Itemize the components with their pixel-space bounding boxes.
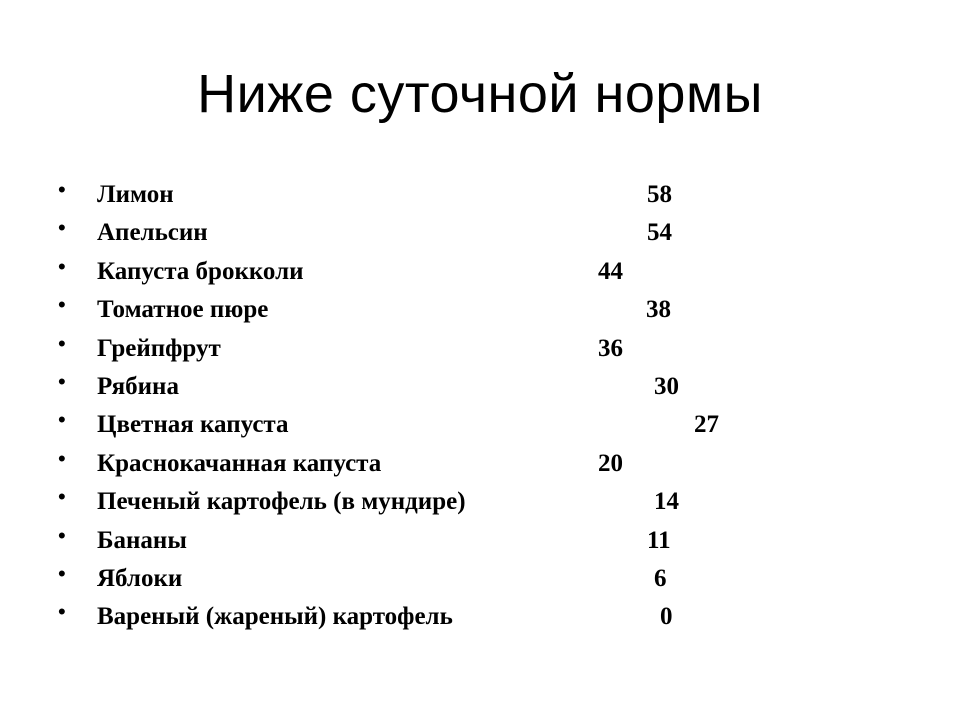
item-value: 44 xyxy=(598,258,623,285)
list-item xyxy=(0,176,960,214)
bullet-icon: • xyxy=(58,292,66,317)
item-name: Яблоки xyxy=(97,565,183,592)
item-value: 6 xyxy=(654,565,667,592)
item-name: Цветная капуста xyxy=(97,411,289,438)
list-item xyxy=(0,214,960,252)
list-item xyxy=(0,291,960,329)
bullet-icon: • xyxy=(58,561,66,586)
list-item xyxy=(0,253,960,291)
item-value: 58 xyxy=(647,181,672,208)
bullet-icon: • xyxy=(58,446,66,471)
bullet-icon: • xyxy=(58,407,66,432)
item-name: Краснокачанная капуста xyxy=(97,450,382,477)
item-name: Апельсин xyxy=(97,219,208,246)
bullet-icon: • xyxy=(58,369,66,394)
bullet-icon: • xyxy=(58,254,66,279)
list-item xyxy=(0,445,960,483)
bullet-icon: • xyxy=(58,484,66,509)
item-value: 14 xyxy=(654,488,679,515)
item-value: 38 xyxy=(646,296,671,323)
item-name: Вареный (жареный) картофель xyxy=(97,603,453,630)
list-item xyxy=(0,330,960,368)
list-item xyxy=(0,522,960,560)
list-item xyxy=(0,368,960,406)
bullet-icon: • xyxy=(58,523,66,548)
item-name: Печеный картофель (в мундире) xyxy=(97,488,466,515)
bullet-icon: • xyxy=(58,177,66,202)
item-name: Рябина xyxy=(97,373,179,400)
slide-title: Ниже суточной нормы xyxy=(197,64,763,124)
item-name: Лимон xyxy=(97,181,174,208)
item-value: 11 xyxy=(647,527,671,554)
list-item xyxy=(0,483,960,521)
bullet-icon: • xyxy=(58,215,66,240)
item-value: 0 xyxy=(660,603,673,630)
item-name: Грейпфрут xyxy=(97,335,221,362)
item-name: Капуста брокколи xyxy=(97,258,304,285)
item-value: 54 xyxy=(647,219,672,246)
list-item xyxy=(0,406,960,444)
item-value: 30 xyxy=(654,373,679,400)
list-item xyxy=(0,560,960,598)
list-item xyxy=(0,598,960,636)
item-name: Томатное пюре xyxy=(97,296,269,323)
item-name: Бананы xyxy=(97,527,187,554)
item-value: 36 xyxy=(598,335,623,362)
bullet-icon: • xyxy=(58,331,66,356)
bullet-icon: • xyxy=(58,599,66,624)
item-value: 20 xyxy=(598,450,623,477)
item-value: 27 xyxy=(694,411,719,438)
